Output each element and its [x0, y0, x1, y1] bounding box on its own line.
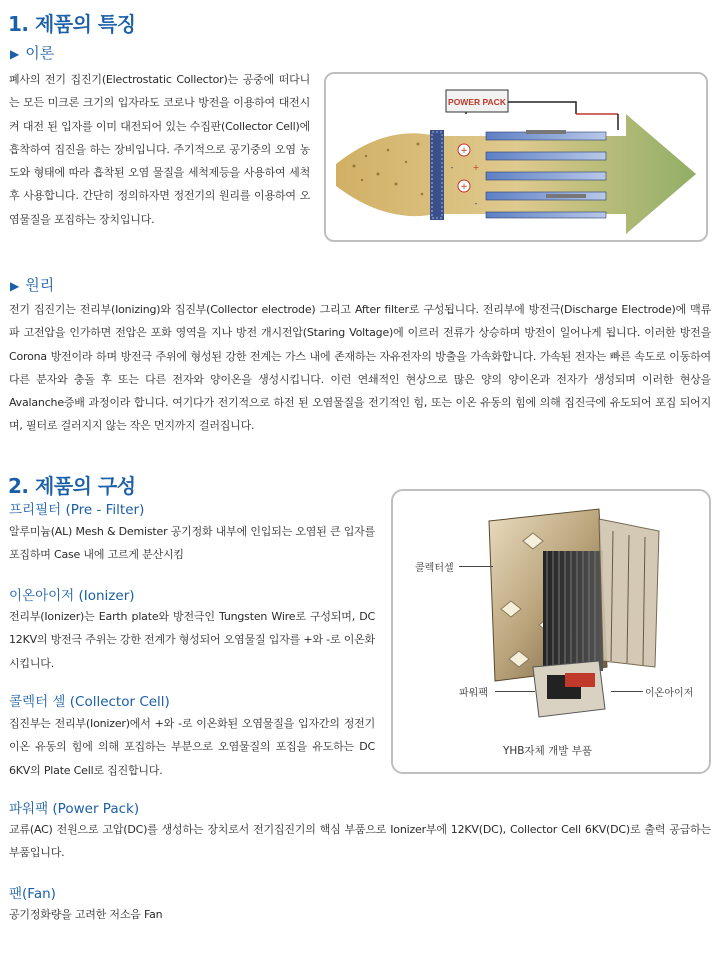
- section2-title: 2. 제품의 구성: [8, 474, 136, 498]
- section1-title: 1. 제품의 특징: [8, 12, 136, 36]
- fan-heading: 팬(Fan): [9, 886, 56, 902]
- fan-text: 공기정화량을 고려한 저소음 Fan: [9, 908, 163, 921]
- principle-heading-label: 원리: [25, 276, 55, 294]
- figure-caption: YHB자체 개발 부품: [503, 745, 593, 757]
- svg-text:+: +: [472, 163, 480, 172]
- powerpack-pointer: [495, 691, 535, 692]
- theory-heading: [10, 42, 54, 63]
- prefilter-heading: 프리필터 (Pre - Filter): [9, 502, 145, 518]
- triangle-bullet-icon: ▶: [10, 47, 20, 61]
- principle-text: 전기 집진기는 전리부(Ionizing)와 집진부(Collector electrode) 그리고 After filter로 구성됩니다. 전리부에 방전극(Discharge Electrode)에 맥류파 고전압을 인가하면 전압은 포화 영역을 지나 방전 개시전압(Staring Voltage)에 이르러 전류가 상승하며 방전이 일어나게 됩니다. 이러한 방전을 Corona 방전이라 하며 방전극 주위에 형성된 강한 전계는 가스 내에 존재하는 자유전자의 방출을 가속화합니다. 가속된 전자는 빠른 속도로 이동하여 다른 분자와 충돌 후 또는 다른 전자와 양이온을 생성시킵니다. 이런 연쇄적인 현상으로 많은 양의 양이온과 전자가 생성되며 이러한 현상을 Avalanche증배 과정이라 합니다. 여기다가 전기적으로 하전 된 오염물질을 전기적인 힘, 또는 이온 유동의 힘에 의해 집진극에 유도되어 포집 되어지며, 필터로 걸러지지 않는 작은 먼지까지 걸러집니다.: [9, 303, 711, 433]
- svg-text:+: +: [460, 146, 468, 156]
- label-collector-cell: 콜렉터셀: [415, 563, 454, 574]
- svg-text:-: -: [450, 163, 454, 172]
- principle-heading: [10, 274, 54, 295]
- collector-heading: 콜렉터 셀 (Collector Cell): [9, 694, 170, 710]
- power-pack-label: POWER PACK: [448, 97, 506, 107]
- collector-pointer: [459, 566, 493, 567]
- label-ionizer: 이온아이저: [645, 688, 694, 699]
- prefilter-text: 알루미늄(AL) Mesh & Demister 공기정화 내부에 인입되는 오염된 큰 입자를 포집하며 Case 내에 고르게 분산시킴: [9, 525, 375, 562]
- product-photo: [393, 491, 709, 772]
- theory-text: 폐사의 전기 집진기(Electrostatic Collector)는 공중에 떠다니는 모든 미크론 크기의 입자라도 코로나 방전을 이용하여 대전시켜 대전 된 입자를 이미 대전되어 있는 수집판(Collector Cell)에 흡착하여 집진을 하는 장비입니다. 주기적으로 공기중의 오염 농도와 형태에 따라 흡착된 오염 물질을 세척제등을 사용하여 세척 후 사용합니다. 간단히 정의하자면 정전기의 원리를 이용하여 오염물질을 포집하는 장치입니다.: [9, 73, 310, 226]
- electrostatic-diagram: [326, 74, 706, 240]
- triangle-bullet-icon: ▶: [10, 279, 20, 293]
- electrostatic-figure: [324, 72, 708, 242]
- svg-text:+: +: [460, 182, 468, 192]
- collector-text: 집진부는 전리부(Ionizer)에서 +와 -로 이온화된 오염물질을 입자간의 정전기 이온 유동의 힘에 의해 포집하는 부분으로 오염물질의 포집을 유도하는 DC 6KV의 Plate Cell로 집진합니다.: [9, 717, 375, 777]
- svg-text:-: -: [474, 199, 478, 208]
- theory-heading-label: 이론: [25, 44, 55, 62]
- ionizer-pointer: [611, 691, 643, 692]
- ionizer-heading: 이온아이저 (Ionizer): [9, 588, 135, 604]
- powerpack-heading: 파워팩 (Power Pack): [9, 801, 140, 817]
- powerpack-text: 교류(AC) 전원으로 고압(DC)를 생성하는 장치로서 전기집진기의 핵심 부품으로 Ionizer부에 12KV(DC), Collector Cell 6KV(DC)로 출력 공급하는 부품입니다.: [9, 823, 711, 860]
- ionizer-text: 전리부(Ionizer)는 Earth plate와 방전극인 Tungsten Wire로 구성되며, DC 12KV의 방전극 주위는 강한 전계가 형성되어 오염물질 입자를 +와 -로 이온화 시킵니다.: [9, 610, 375, 670]
- label-power-pack: 파워팩: [459, 688, 488, 699]
- product-figure: [391, 489, 711, 774]
